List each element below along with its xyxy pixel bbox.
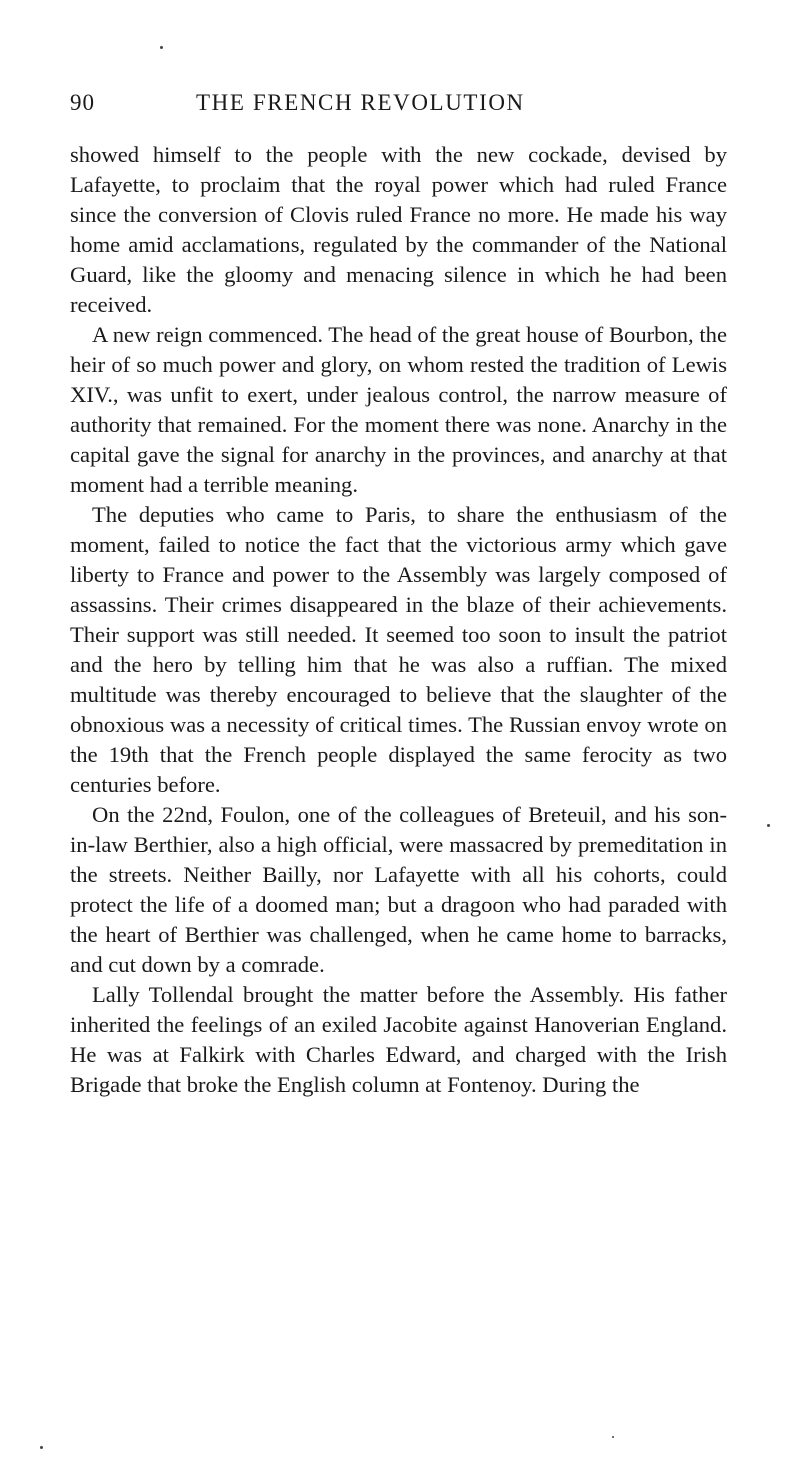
scan-speck <box>612 1436 614 1438</box>
scan-speck <box>767 824 770 827</box>
scan-speck <box>160 46 163 49</box>
running-head <box>70 86 727 126</box>
paragraph-4: On the 22nd, Foulon, one of the colleagues of Breteuil, and his son-in-law Berthier, also a high official, were massacred by premeditation in the streets. Neither Bailly, nor Lafayette with all his cohorts, could protect the life of a doomed man; but a dragoon who had paraded with the heart of Berthier was challenged, when he came home to barracks, and cut down by a comrade. <box>70 802 727 977</box>
running-title: THE FRENCH REVOLUTION <box>196 90 525 115</box>
scan-speck <box>40 1446 43 1449</box>
paragraph-1: showed himself to the people with the new cockade, devised by Lafayette, to proclaim that the royal power which had ruled France since the conversion of Clovis ruled France no more. He made his way home amid acclamations, regulated by the commander of the National Guard, like the gloomy and menacing silence in which he had been received. <box>70 142 727 317</box>
book-page <box>70 86 727 1100</box>
body-text <box>70 140 727 1100</box>
paragraph-3: The deputies who came to Paris, to share the enthusiasm of the moment, failed to notice the fact that the victorious army which gave liberty to France and power to the Assembly was largely composed of assassins. Their crimes disappeared in the blaze of their achievements. Their support was still needed. It seemed too soon to insult the patriot and the hero by telling him that he was also a ruffian. The mixed multitude was thereby encouraged to believe that the slaughter of the obnoxious was a necessity of critical times. The Russian envoy wrote on the 19th that the French people displayed the same ferocity as two centuries before. <box>70 502 727 797</box>
page-number: 90 <box>70 90 95 115</box>
paragraph-5: Lally Tollendal brought the matter before the Assembly. His father inherited the feelings of an exiled Jacobite against Hanoverian England. He was at Falkirk with Charles Edward, and charged with the Irish Brigade that broke the English column at Fontenoy. During the <box>70 982 727 1097</box>
paragraph-2: A new reign commenced. The head of the great house of Bourbon, the heir of so much power and glory, on whom rested the tradition of Lewis XIV., was unfit to exert, under jealous control, the narrow measure of authority that remained. For the moment there was none. Anarchy in the capital gave the signal for anarchy in the provinces, and anarchy at that moment had a terrible meaning. <box>70 322 727 497</box>
